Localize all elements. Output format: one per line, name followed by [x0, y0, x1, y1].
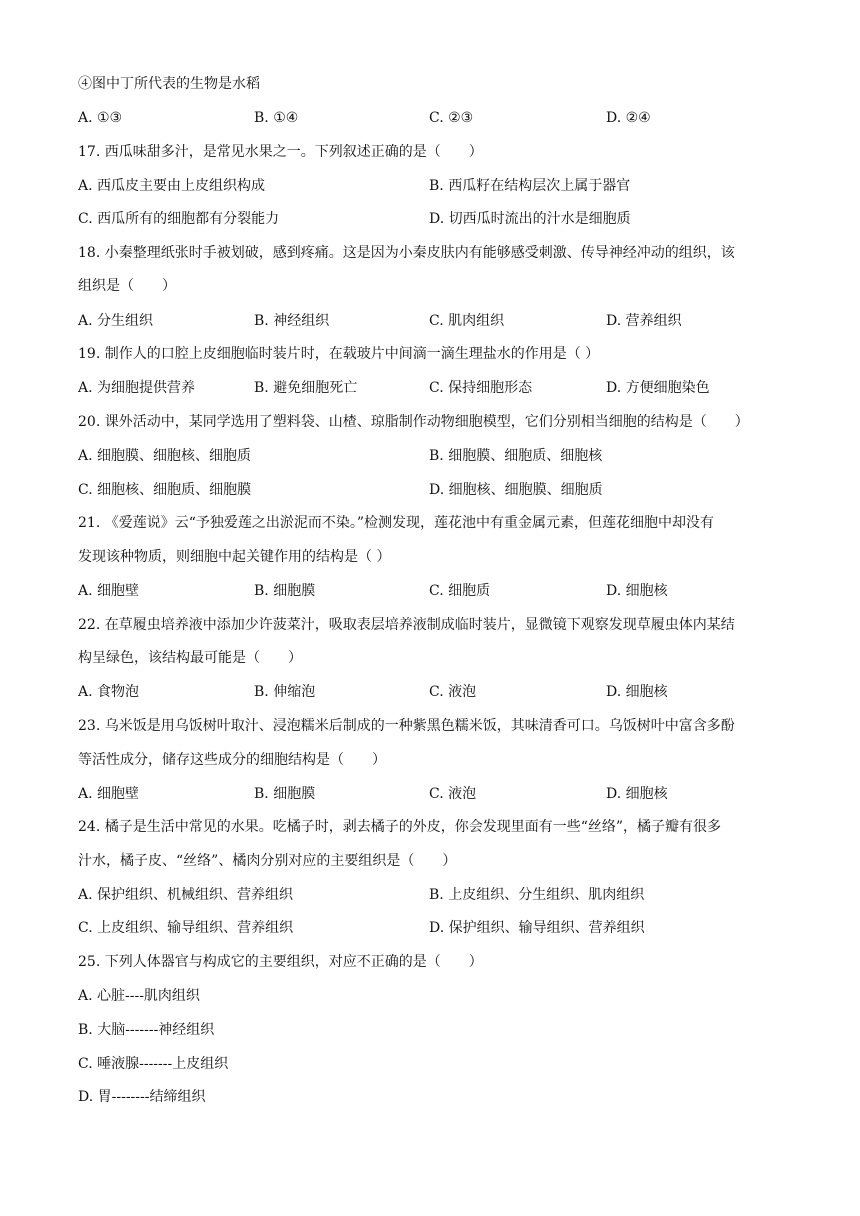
q19-option-c: C. 保持细胞形态: [429, 380, 533, 396]
q18-option-d: D. 营养组织: [606, 313, 682, 329]
q25-option-b: B. 大脑-------神经组织: [78, 1022, 215, 1038]
q21-option-b: B. 细胞膜: [254, 583, 316, 599]
q22-stem-line1: 22. 在草履虫培养液中添加少许菠菜汁，吸取表层培养液制成临时装片，显微镜下观察发现草履虫体内某结: [78, 617, 735, 633]
q20-stem: 20. 课外活动中，某同学选用了塑料袋、山楂、琼脂制作动物细胞模型，它们分别相当细胞的结构是（ ）: [78, 414, 749, 430]
q19-option-d: D. 方便细胞染色: [606, 380, 710, 396]
q25-stem: 25. 下列人体器官与构成它的主要组织，对应不正确的是（ ）: [78, 954, 483, 970]
q19-option-b: B. 避免细胞死亡: [254, 380, 358, 396]
q23-option-a: A. 细胞壁: [78, 786, 140, 802]
q16-option-b: B. ①④: [254, 110, 299, 126]
q25-option-a: A. 心脏----肌肉组织: [78, 988, 200, 1004]
q23-stem-line1: 23. 乌米饭是用乌饭树叶取汁、浸泡糯米后制成的一种紫黑色糯米饭，其味清香可口。乌饭树叶中富含多酚: [78, 718, 735, 734]
q17-option-c: C. 西瓜所有的细胞都有分裂能力: [78, 211, 280, 227]
q18-option-b: B. 神经组织: [254, 313, 330, 329]
q23-stem-line2: 等活性成分，储存这些成分的细胞结构是（ ）: [78, 752, 386, 768]
q22-stem-line2: 构呈绿色，该结构最可能是（ ）: [78, 650, 302, 666]
q25-option-c: C. 唾液腺-------上皮组织: [78, 1056, 229, 1072]
q25-option-d: D. 胃--------结缔组织: [78, 1089, 206, 1105]
q21-stem-line1: 21. 《爱莲说》云“予独爱莲之出淤泥而不染。”检测发现，莲花池中有重金属元素，但莲花细胞中却没有: [78, 515, 715, 531]
q17-option-d: D. 切西瓜时流出的汁水是细胞质: [429, 211, 631, 227]
q19-option-a: A. 为细胞提供营养: [78, 380, 196, 396]
q24-option-d: D. 保护组织、输导组织、营养组织: [429, 920, 645, 936]
q16-option-c: C. ②③: [429, 110, 474, 126]
q21-option-d: D. 细胞核: [606, 583, 668, 599]
q19-stem: 19. 制作人的口腔上皮细胞临时装片时，在载玻片中间滴一滴生理盐水的作用是（ ）: [78, 346, 600, 362]
q22-option-b: B. 伸缩泡: [254, 684, 316, 700]
q20-option-d: D. 细胞核、细胞膜、细胞质: [429, 482, 603, 498]
q22-option-d: D. 细胞核: [606, 684, 668, 700]
q20-option-b: B. 细胞膜、细胞质、细胞核: [429, 448, 603, 464]
q20-option-a: A. 细胞膜、细胞核、细胞质: [78, 448, 252, 464]
q17-option-b: B. 西瓜籽在结构层次上属于器官: [429, 178, 631, 194]
q20-option-c: C. 细胞核、细胞质、细胞膜: [78, 482, 252, 498]
q17-option-a: A. 西瓜皮主要由上皮组织构成: [78, 178, 266, 194]
q21-option-c: C. 细胞质: [429, 583, 491, 599]
q24-stem-line2: 汁水，橘子皮、“丝络”、橘肉分别对应的主要组织是（ ）: [78, 853, 457, 869]
q23-option-b: B. 细胞膜: [254, 786, 316, 802]
q23-option-d: D. 细胞核: [606, 786, 668, 802]
q24-option-a: A. 保护组织、机械组织、营养组织: [78, 887, 294, 903]
q18-option-a: A. 分生组织: [78, 313, 154, 329]
q24-option-b: B. 上皮组织、分生组织、肌肉组织: [429, 887, 645, 903]
q18-stem-line1: 18. 小秦整理纸张时手被划破，感到疼痛。这是因为小秦皮肤内有能够感受刺激、传导神经冲动的组织，该: [78, 245, 735, 261]
q16-option-d: D. ②④: [606, 110, 651, 126]
q21-option-a: A. 细胞壁: [78, 583, 140, 599]
q18-option-c: C. 肌肉组织: [429, 313, 505, 329]
q16-statement-4: ④图中丁所代表的生物是水稻: [78, 76, 260, 92]
q23-option-c: C. 液泡: [429, 786, 477, 802]
q16-option-a: A. ①③: [78, 110, 123, 126]
q18-stem-line2: 组织是（ ）: [78, 278, 176, 294]
q22-option-a: A. 食物泡: [78, 684, 140, 700]
q24-option-c: C. 上皮组织、输导组织、营养组织: [78, 920, 294, 936]
q21-stem-line2: 发现该种物质，则细胞中起关键作用的结构是（ ）: [78, 549, 391, 565]
q17-stem: 17. 西瓜味甜多汁，是常见水果之一。下列叙述正确的是（ ）: [78, 144, 483, 160]
q22-option-c: C. 液泡: [429, 684, 477, 700]
q24-stem-line1: 24. 橘子是生活中常见的水果。吃橘子时，剥去橘子的外皮，你会发现里面有一些“丝络”，橘子瓣有很多: [78, 819, 722, 835]
